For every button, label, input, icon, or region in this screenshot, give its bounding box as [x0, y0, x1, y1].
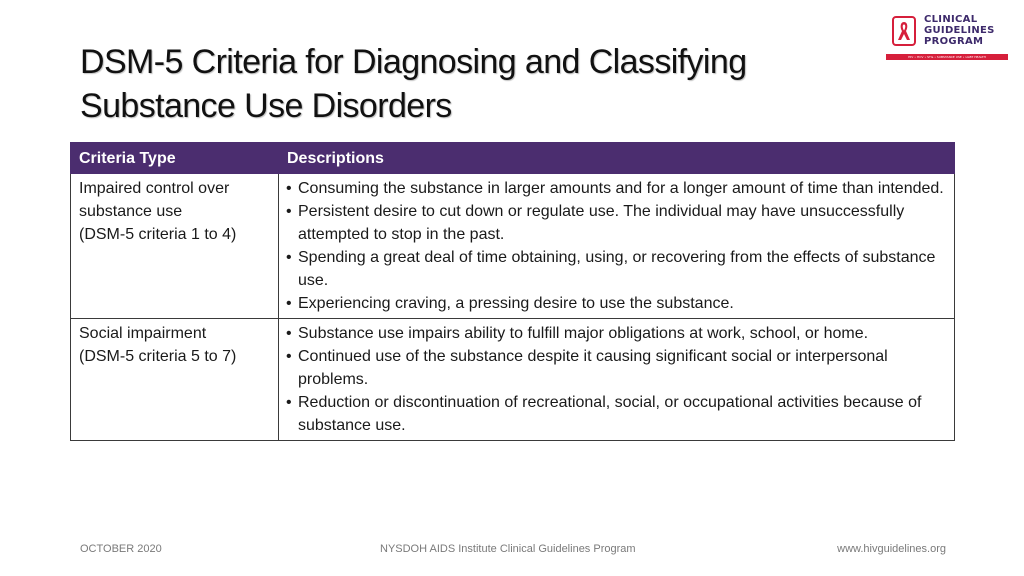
description-item: • Spending a great deal of time obtaining, using, or recovering from the effects of substance use.: [287, 246, 946, 292]
criteria-type-line: substance use: [79, 203, 183, 220]
table-header-row: [71, 143, 955, 174]
criteria-type-line: Impaired control over: [79, 180, 230, 197]
logo-tagline: HIV • HCV • STIs • SUBSTANCE USE • LGBT HEALTH: [886, 54, 1008, 60]
logo-text: [924, 14, 995, 47]
logo-line-3: PROGRAM: [924, 36, 984, 47]
description-list: [287, 177, 946, 315]
footer-date: OCTOBER 2020: [80, 543, 162, 555]
descriptions-cell: [279, 174, 955, 319]
description-item: • Continued use of the substance despite it causing significant social or interpersonal problems.: [287, 345, 946, 391]
slide-title-line-2: Substance Use Disorders: [80, 87, 452, 125]
description-item: • Experiencing craving, a pressing desire to use the substance.: [287, 292, 946, 315]
awareness-ribbon-icon: [892, 16, 916, 46]
criteria-type-line: Social impairment: [79, 325, 207, 342]
column-header-criteria-type: Criteria Type: [71, 143, 279, 174]
clinical-guidelines-program-logo: [886, 12, 1008, 64]
column-header-descriptions: Descriptions: [279, 143, 955, 174]
table-row: [71, 174, 955, 319]
criteria-type-cell: [71, 319, 279, 441]
logo-line-1: CLINICAL: [924, 14, 978, 25]
descriptions-cell: [279, 319, 955, 441]
slide-title: [80, 40, 870, 128]
logo-line-2: GUIDELINES: [924, 25, 995, 36]
table-row: [71, 319, 955, 441]
description-item: • Reduction or discontinuation of recreational, social, or occupational activities because of substance use.: [287, 391, 946, 437]
criteria-type-line: (DSM-5 criteria 5 to 7): [79, 348, 237, 365]
footer-program: NYSDOH AIDS Institute Clinical Guidelines Program: [380, 543, 636, 555]
criteria-table: [70, 142, 955, 441]
footer-website: www.hivguidelines.org: [837, 543, 946, 555]
description-item: • Substance use impairs ability to fulfill major obligations at work, school, or home.: [287, 322, 946, 345]
criteria-type-cell: [71, 174, 279, 319]
description-item: • Consuming the substance in larger amounts and for a longer amount of time than intended.: [287, 177, 946, 200]
description-list: [287, 322, 946, 437]
description-item: • Persistent desire to cut down or regulate use. The individual may have unsuccessfully attempted to stop in the past.: [287, 200, 946, 246]
slide-title-line-1: DSM-5 Criteria for Diagnosing and Classifying: [80, 43, 747, 81]
criteria-type-line: (DSM-5 criteria 1 to 4): [79, 226, 237, 243]
